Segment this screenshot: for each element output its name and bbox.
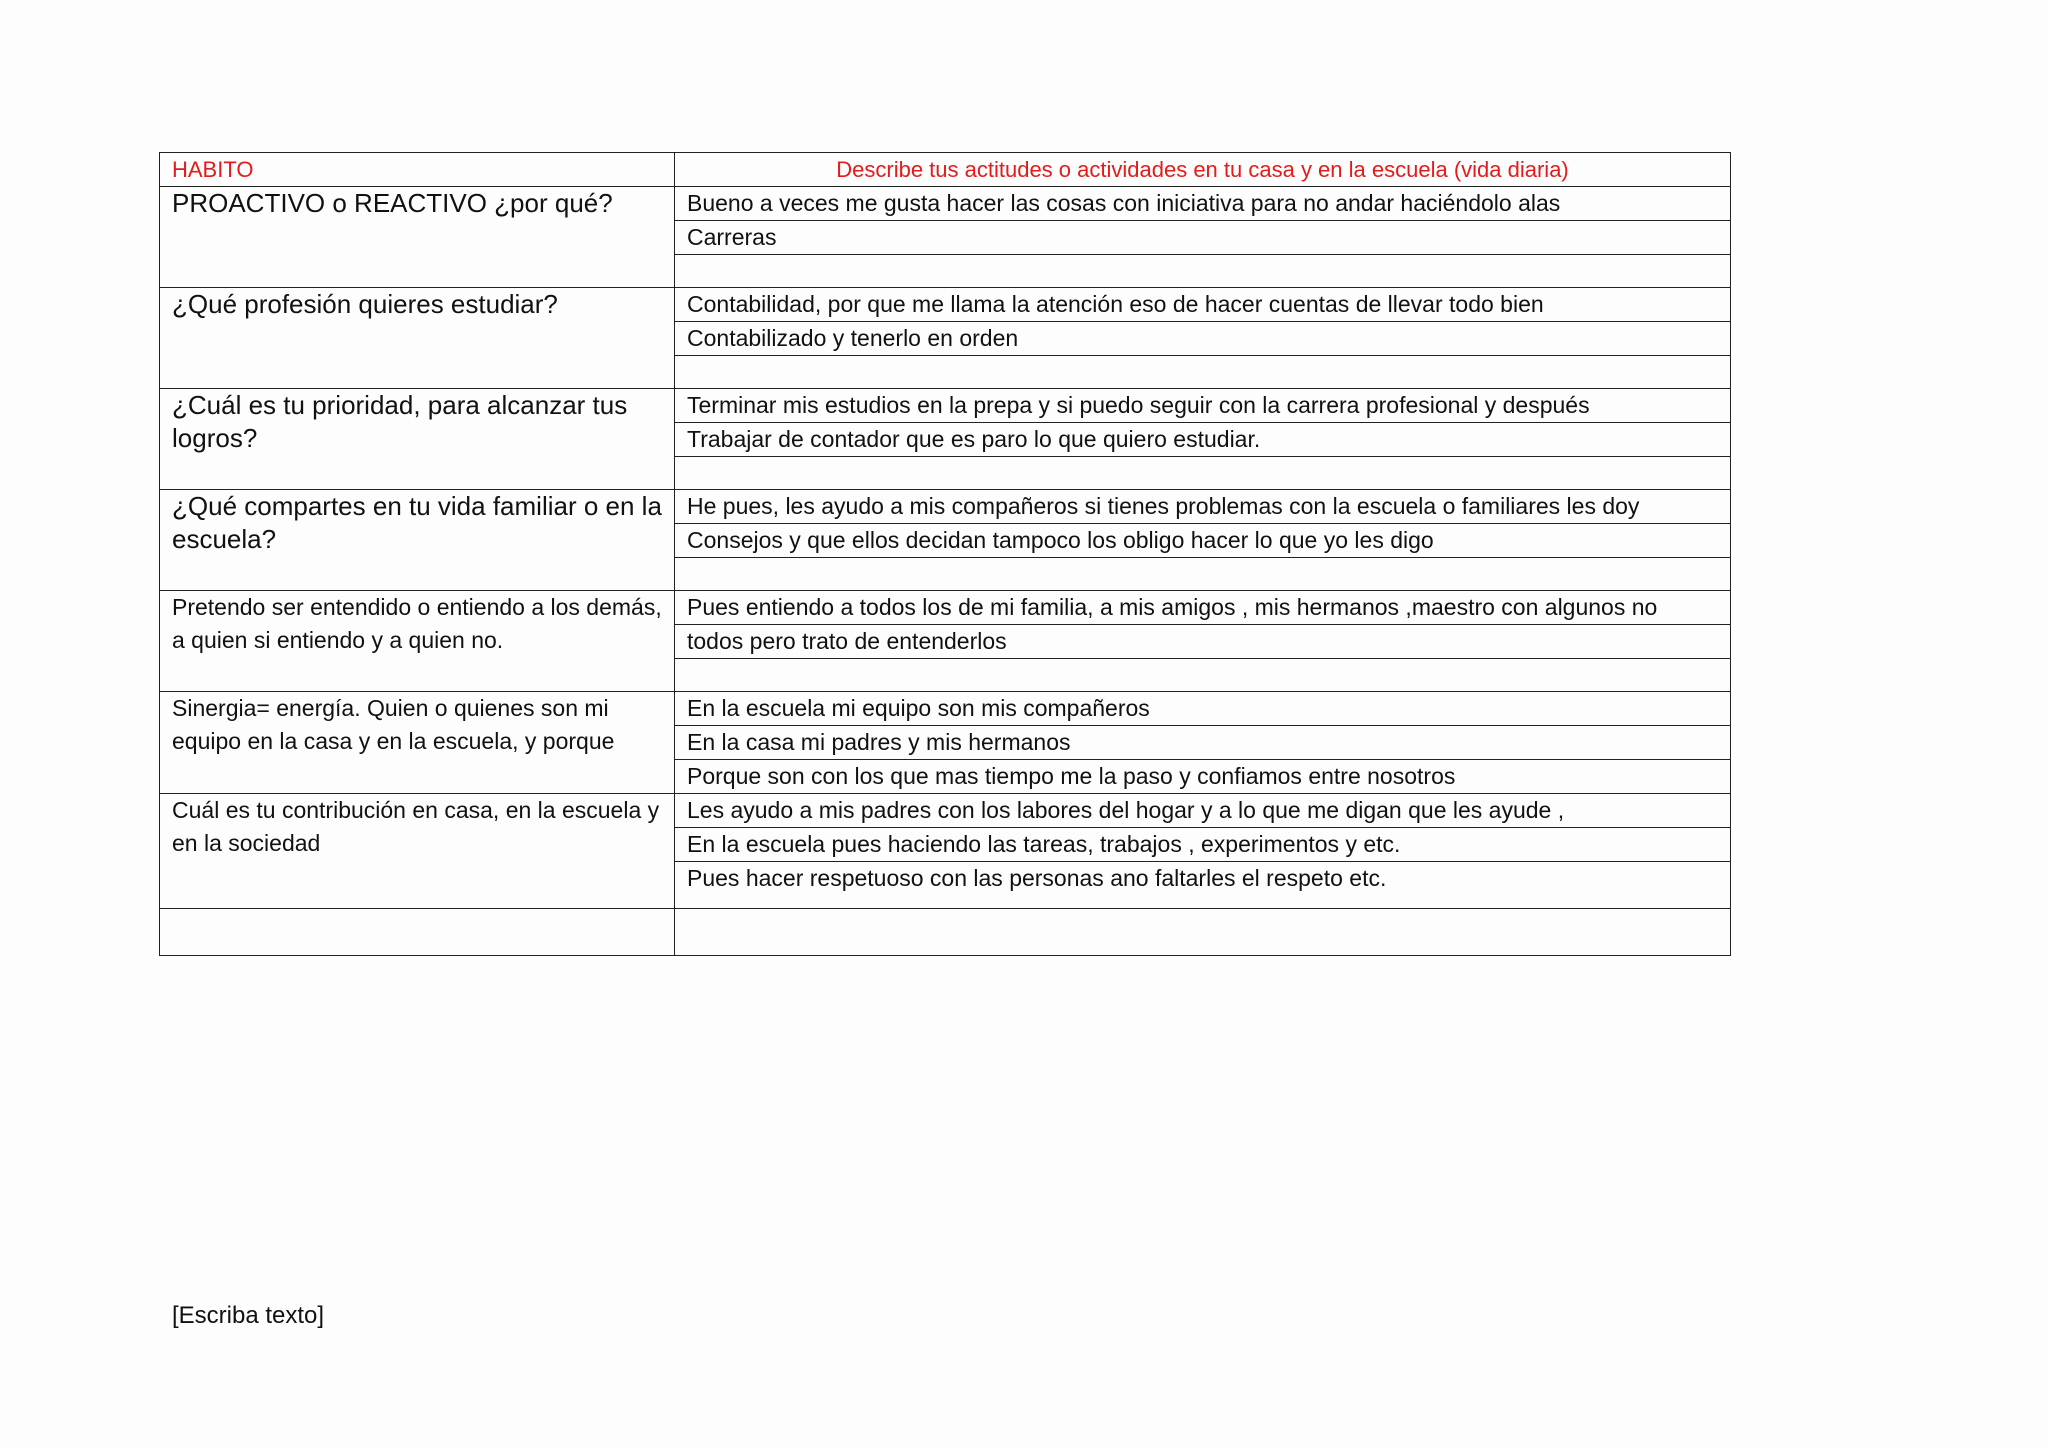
answer-cell: Pues entiendo a todos los de mi familia, a mis amigos , mis hermanos ,maestro con algunos no (675, 591, 1731, 625)
question-cell: Pretendo ser entendido o entiendo a los demás, a quien si entiendo y a quien no. (160, 591, 675, 692)
question-cell: ¿Qué compartes en tu vida familiar o en la escuela? (160, 490, 675, 591)
question-cell: Cuál es tu contribución en casa, en la escuela y en la sociedad (160, 794, 675, 909)
empty-cell (675, 909, 1731, 956)
answer-cell: He pues, les ayudo a mis compañeros si tienes problemas con la escuela o familiares les doy (675, 490, 1731, 524)
answer-cell: Consejos y que ellos decidan tampoco los obligo hacer lo que yo les digo (675, 524, 1731, 558)
empty-cell (160, 909, 675, 956)
answer-cell: Porque son con los que mas tiempo me la paso y confiamos entre nosotros (675, 760, 1731, 794)
answer-cell (675, 356, 1731, 389)
question-cell: ¿Cuál es tu prioridad, para alcanzar tus logros? (160, 389, 675, 490)
answer-cell: Les ayudo a mis padres con los labores del hogar y a lo que me digan que les ayude , (675, 794, 1731, 828)
question-cell: ¿Qué profesión quieres estudiar? (160, 288, 675, 389)
answer-cell: Bueno a veces me gusta hacer las cosas con iniciativa para no andar haciéndolo alas (675, 187, 1731, 221)
answer-cell: Contabilizado y tenerlo en orden (675, 322, 1731, 356)
table-row (160, 288, 1731, 322)
answer-cell (675, 558, 1731, 591)
answer-cell: Carreras (675, 221, 1731, 255)
answer-cell: Terminar mis estudios en la prepa y si puedo seguir con la carrera profesional y después (675, 389, 1731, 423)
answer-cell: En la casa mi padres y mis hermanos (675, 726, 1731, 760)
table-header-row (160, 153, 1731, 187)
question-cell: PROACTIVO o REACTIVO ¿por qué? (160, 187, 675, 288)
answer-cell (675, 659, 1731, 692)
table-row (160, 692, 1731, 726)
table-row (160, 794, 1731, 828)
table-row (160, 389, 1731, 423)
habits-table (159, 152, 1731, 956)
table-row (160, 591, 1731, 625)
question-cell: Sinergia= energía. Quien o quienes son mi equipo en la casa y en la escuela, y porque (160, 692, 675, 794)
answer-cell (675, 457, 1731, 490)
answer-cell: En la escuela pues haciendo las tareas, trabajos , experimentos y etc. (675, 828, 1731, 862)
table-row (160, 490, 1731, 524)
answer-cell: En la escuela mi equipo son mis compañeros (675, 692, 1731, 726)
answer-cell: Pues hacer respetuoso con las personas ano faltarles el respeto etc. (675, 862, 1731, 909)
answer-cell (675, 255, 1731, 288)
answer-cell: Trabajar de contador que es paro lo que quiero estudiar. (675, 423, 1731, 457)
table-row (160, 187, 1731, 221)
header-describe: Describe tus actitudes o actividades en tu casa y en la escuela (vida diaria) (675, 153, 1731, 187)
answer-cell: Contabilidad, por que me llama la atención eso de hacer cuentas de llevar todo bien (675, 288, 1731, 322)
footer-placeholder-text[interactable]: [Escriba texto] (172, 1302, 325, 1329)
answer-cell: todos pero trato de entenderlos (675, 625, 1731, 659)
table-row-empty (160, 909, 1731, 956)
header-habito: HABITO (160, 153, 675, 187)
